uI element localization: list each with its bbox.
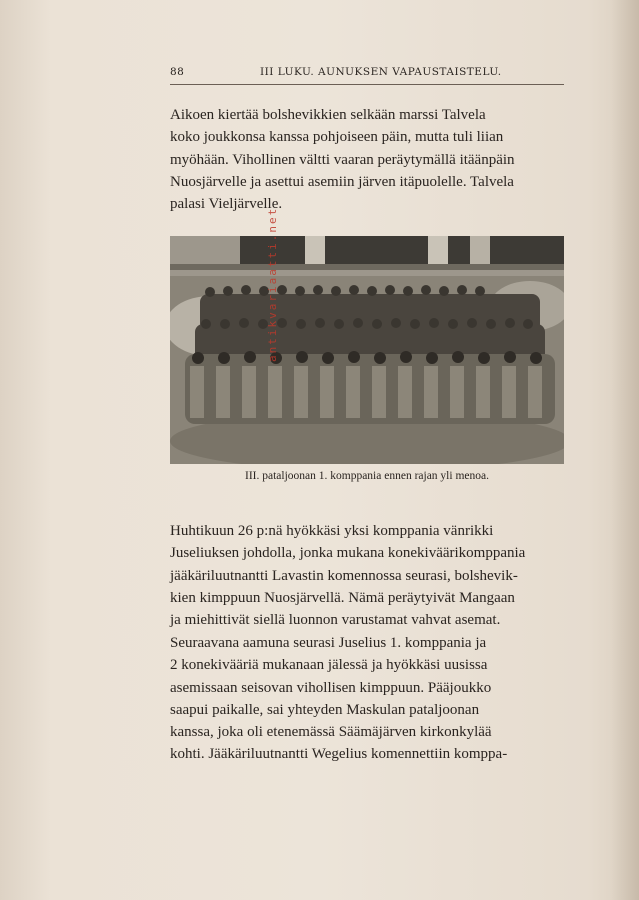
- paragraph-2: Huhtikuun 26 p:nä hyökkäsi yksi komppania vänrikki Juseliuksen johdolla, jonka mukana konekiväärikomppania jääkäriluutnantti Lavastin komennossa seurasi, bolshevik- kien kimppuun Nuosjärvellä. Nämä peräytyivät Mangaan ja miehittivät siellä luonnon varustamat vahvat asemat.: [170, 523, 526, 629]
- running-title: III LUKU. AUNUKSEN VAPAUSTAISTELU.: [260, 66, 502, 78]
- company-photograph: [170, 236, 564, 464]
- page-number: 88: [170, 66, 185, 78]
- page-edge-shadow: [611, 0, 639, 900]
- photo-caption: III. pataljoonan 1. komppania ennen rajan yli menoa.: [245, 470, 489, 482]
- paragraph-3: Seuraavana aamuna seurasi Juselius 1. komppania ja 2 konekivääriä mukanaan jälessä ja hyökkäsi uusissa asemissaan seisovan vihollisen kimppuun. Pääjoukko saapui paikalle, sai yhteyden Maskulan pataljoonan kanssa, joka oli etenemässä Säämäjärven kirkonkylää kohti. Jääkäriluutnantti Wegelius komennettiin komppa-: [170, 635, 508, 763]
- paragraph-1: Aikoen kiertää bolshevikkien selkään marssi Talvela koko joukkonsa kanssa pohjoiseen päin, mutta tuli liian myöhään. Vihollinen vältti vaaran peräytymällä itäänpäin Nuosjärvelle ja asettui asemiin järven itäpuolelle. Talvela palasi Vieljärvelle.: [170, 107, 515, 213]
- page-header: [170, 66, 564, 85]
- watermark-text: antikvariaatti.net: [266, 206, 279, 362]
